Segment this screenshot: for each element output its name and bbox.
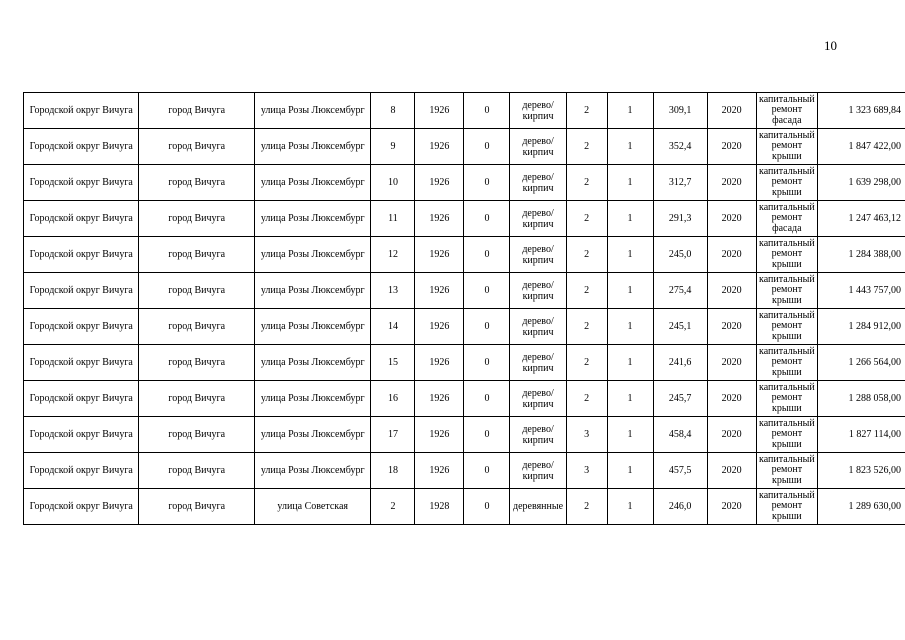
okrug-cell: Городской округ Вичуга [24, 165, 139, 201]
table-row [24, 201, 905, 237]
house-number-cell: 18 [371, 453, 415, 489]
okrug-cell: Городской округ Вичуга [24, 345, 139, 381]
street-cell: улица Розы Люксембург [254, 237, 371, 273]
area-cell: 309,1 [653, 93, 707, 129]
floors-cell: 2 [566, 237, 607, 273]
house-number-cell: 17 [371, 417, 415, 453]
city-cell: город Вичуга [139, 489, 254, 525]
street-cell: улица Розы Люксембург [254, 417, 371, 453]
okrug-cell: Городской округ Вичуга [24, 453, 139, 489]
work-type-cell: капитальный ремонт крыши [756, 417, 817, 453]
build-year-cell: 1926 [415, 237, 464, 273]
build-year-cell: 1928 [415, 489, 464, 525]
cost-cell: 1 288 058,00 [818, 381, 905, 417]
house-number-cell: 16 [371, 381, 415, 417]
area-cell: 245,0 [653, 237, 707, 273]
plan-year-cell: 2020 [707, 345, 756, 381]
column-6-cell: 0 [464, 237, 510, 273]
plan-year-cell: 2020 [707, 381, 756, 417]
column-9-cell: 1 [607, 165, 653, 201]
work-type-cell: капитальный ремонт крыши [756, 309, 817, 345]
street-cell: улица Советская [254, 489, 371, 525]
work-type-cell: капитальный ремонт крыши [756, 453, 817, 489]
build-year-cell: 1926 [415, 129, 464, 165]
wall-material-cell: дерево/кирпич [510, 453, 566, 489]
street-cell: улица Розы Люксембург [254, 201, 371, 237]
column-9-cell: 1 [607, 381, 653, 417]
okrug-cell: Городской округ Вичуга [24, 417, 139, 453]
table-row [24, 129, 905, 165]
column-9-cell: 1 [607, 309, 653, 345]
area-cell: 291,3 [653, 201, 707, 237]
street-cell: улица Розы Люксембург [254, 273, 371, 309]
plan-year-cell: 2020 [707, 201, 756, 237]
okrug-cell: Городской округ Вичуга [24, 237, 139, 273]
area-cell: 352,4 [653, 129, 707, 165]
build-year-cell: 1926 [415, 381, 464, 417]
floors-cell: 2 [566, 381, 607, 417]
city-cell: город Вичуга [139, 129, 254, 165]
build-year-cell: 1926 [415, 93, 464, 129]
table-row [24, 273, 905, 309]
column-6-cell: 0 [464, 201, 510, 237]
table-row [24, 417, 905, 453]
floors-cell: 3 [566, 453, 607, 489]
housing-repair-table [23, 92, 905, 525]
street-cell: улица Розы Люксембург [254, 309, 371, 345]
cost-cell: 1 284 912,00 [818, 309, 905, 345]
plan-year-cell: 2020 [707, 309, 756, 345]
column-6-cell: 0 [464, 489, 510, 525]
plan-year-cell: 2020 [707, 165, 756, 201]
column-9-cell: 1 [607, 489, 653, 525]
house-number-cell: 15 [371, 345, 415, 381]
cost-cell: 1 284 388,00 [818, 237, 905, 273]
table-row [24, 93, 905, 129]
okrug-cell: Городской округ Вичуга [24, 201, 139, 237]
build-year-cell: 1926 [415, 165, 464, 201]
floors-cell: 2 [566, 273, 607, 309]
plan-year-cell: 2020 [707, 453, 756, 489]
column-6-cell: 0 [464, 129, 510, 165]
build-year-cell: 1926 [415, 345, 464, 381]
wall-material-cell: дерево/кирпич [510, 201, 566, 237]
street-cell: улица Розы Люксембург [254, 381, 371, 417]
okrug-cell: Городской округ Вичуга [24, 129, 139, 165]
table-row [24, 309, 905, 345]
cost-cell: 1 289 630,00 [818, 489, 905, 525]
wall-material-cell: дерево/кирпич [510, 273, 566, 309]
wall-material-cell: дерево/кирпич [510, 381, 566, 417]
cost-cell: 1 847 422,00 [818, 129, 905, 165]
house-number-cell: 2 [371, 489, 415, 525]
wall-material-cell: дерево/кирпич [510, 165, 566, 201]
column-6-cell: 0 [464, 273, 510, 309]
column-9-cell: 1 [607, 129, 653, 165]
okrug-cell: Городской округ Вичуга [24, 93, 139, 129]
floors-cell: 2 [566, 345, 607, 381]
cost-cell: 1 266 564,00 [818, 345, 905, 381]
wall-material-cell: дерево/кирпич [510, 345, 566, 381]
cost-cell: 1 823 526,00 [818, 453, 905, 489]
page-number: 10 [824, 38, 837, 53]
house-number-cell: 9 [371, 129, 415, 165]
wall-material-cell: дерево/кирпич [510, 93, 566, 129]
column-9-cell: 1 [607, 417, 653, 453]
column-9-cell: 1 [607, 201, 653, 237]
floors-cell: 2 [566, 201, 607, 237]
work-type-cell: капитальный ремонт крыши [756, 273, 817, 309]
cost-cell: 1 443 757,00 [818, 273, 905, 309]
work-type-cell: капитальный ремонт фасада [756, 201, 817, 237]
column-9-cell: 1 [607, 93, 653, 129]
build-year-cell: 1926 [415, 273, 464, 309]
wall-material-cell: дерево/кирпич [510, 129, 566, 165]
okrug-cell: Городской округ Вичуга [24, 309, 139, 345]
column-6-cell: 0 [464, 345, 510, 381]
street-cell: улица Розы Люксембург [254, 345, 371, 381]
plan-year-cell: 2020 [707, 417, 756, 453]
work-type-cell: капитальный ремонт крыши [756, 489, 817, 525]
house-number-cell: 14 [371, 309, 415, 345]
plan-year-cell: 2020 [707, 489, 756, 525]
cost-cell: 1 323 689,84 [818, 93, 905, 129]
house-number-cell: 8 [371, 93, 415, 129]
area-cell: 246,0 [653, 489, 707, 525]
area-cell: 245,1 [653, 309, 707, 345]
street-cell: улица Розы Люксембург [254, 453, 371, 489]
area-cell: 275,4 [653, 273, 707, 309]
column-6-cell: 0 [464, 165, 510, 201]
work-type-cell: капитальный ремонт крыши [756, 381, 817, 417]
city-cell: город Вичуга [139, 273, 254, 309]
work-type-cell: капитальный ремонт фасада [756, 93, 817, 129]
column-6-cell: 0 [464, 93, 510, 129]
street-cell: улица Розы Люксембург [254, 93, 371, 129]
plan-year-cell: 2020 [707, 237, 756, 273]
wall-material-cell: деревянные [510, 489, 566, 525]
table-row [24, 381, 905, 417]
city-cell: город Вичуга [139, 345, 254, 381]
table-row [24, 489, 905, 525]
floors-cell: 2 [566, 165, 607, 201]
build-year-cell: 1926 [415, 417, 464, 453]
plan-year-cell: 2020 [707, 129, 756, 165]
work-type-cell: капитальный ремонт крыши [756, 345, 817, 381]
okrug-cell: Городской округ Вичуга [24, 273, 139, 309]
plan-year-cell: 2020 [707, 93, 756, 129]
work-type-cell: капитальный ремонт крыши [756, 129, 817, 165]
city-cell: город Вичуга [139, 93, 254, 129]
okrug-cell: Городской округ Вичуга [24, 489, 139, 525]
area-cell: 241,6 [653, 345, 707, 381]
table-row [24, 345, 905, 381]
house-number-cell: 11 [371, 201, 415, 237]
wall-material-cell: дерево/кирпич [510, 237, 566, 273]
table-row [24, 453, 905, 489]
work-type-cell: капитальный ремонт крыши [756, 237, 817, 273]
cost-cell: 1 639 298,00 [818, 165, 905, 201]
floors-cell: 2 [566, 489, 607, 525]
floors-cell: 2 [566, 309, 607, 345]
city-cell: город Вичуга [139, 237, 254, 273]
house-number-cell: 13 [371, 273, 415, 309]
column-9-cell: 1 [607, 237, 653, 273]
floors-cell: 3 [566, 417, 607, 453]
city-cell: город Вичуга [139, 453, 254, 489]
street-cell: улица Розы Люксембург [254, 165, 371, 201]
column-6-cell: 0 [464, 309, 510, 345]
floors-cell: 2 [566, 93, 607, 129]
cost-cell: 1 827 114,00 [818, 417, 905, 453]
wall-material-cell: дерево/кирпич [510, 309, 566, 345]
build-year-cell: 1926 [415, 309, 464, 345]
build-year-cell: 1926 [415, 453, 464, 489]
area-cell: 457,5 [653, 453, 707, 489]
wall-material-cell: дерево/кирпич [510, 417, 566, 453]
column-9-cell: 1 [607, 453, 653, 489]
city-cell: город Вичуга [139, 165, 254, 201]
build-year-cell: 1926 [415, 201, 464, 237]
column-6-cell: 0 [464, 453, 510, 489]
city-cell: город Вичуга [139, 201, 254, 237]
work-type-cell: капитальный ремонт крыши [756, 165, 817, 201]
plan-year-cell: 2020 [707, 273, 756, 309]
area-cell: 312,7 [653, 165, 707, 201]
city-cell: город Вичуга [139, 417, 254, 453]
floors-cell: 2 [566, 129, 607, 165]
column-9-cell: 1 [607, 345, 653, 381]
cost-cell: 1 247 463,12 [818, 201, 905, 237]
city-cell: город Вичуга [139, 309, 254, 345]
table-row [24, 165, 905, 201]
street-cell: улица Розы Люксембург [254, 129, 371, 165]
column-6-cell: 0 [464, 381, 510, 417]
table-row [24, 237, 905, 273]
house-number-cell: 12 [371, 237, 415, 273]
table-body [24, 93, 905, 525]
city-cell: город Вичуга [139, 381, 254, 417]
house-number-cell: 10 [371, 165, 415, 201]
okrug-cell: Городской округ Вичуга [24, 381, 139, 417]
column-6-cell: 0 [464, 417, 510, 453]
area-cell: 245,7 [653, 381, 707, 417]
column-9-cell: 1 [607, 273, 653, 309]
area-cell: 458,4 [653, 417, 707, 453]
